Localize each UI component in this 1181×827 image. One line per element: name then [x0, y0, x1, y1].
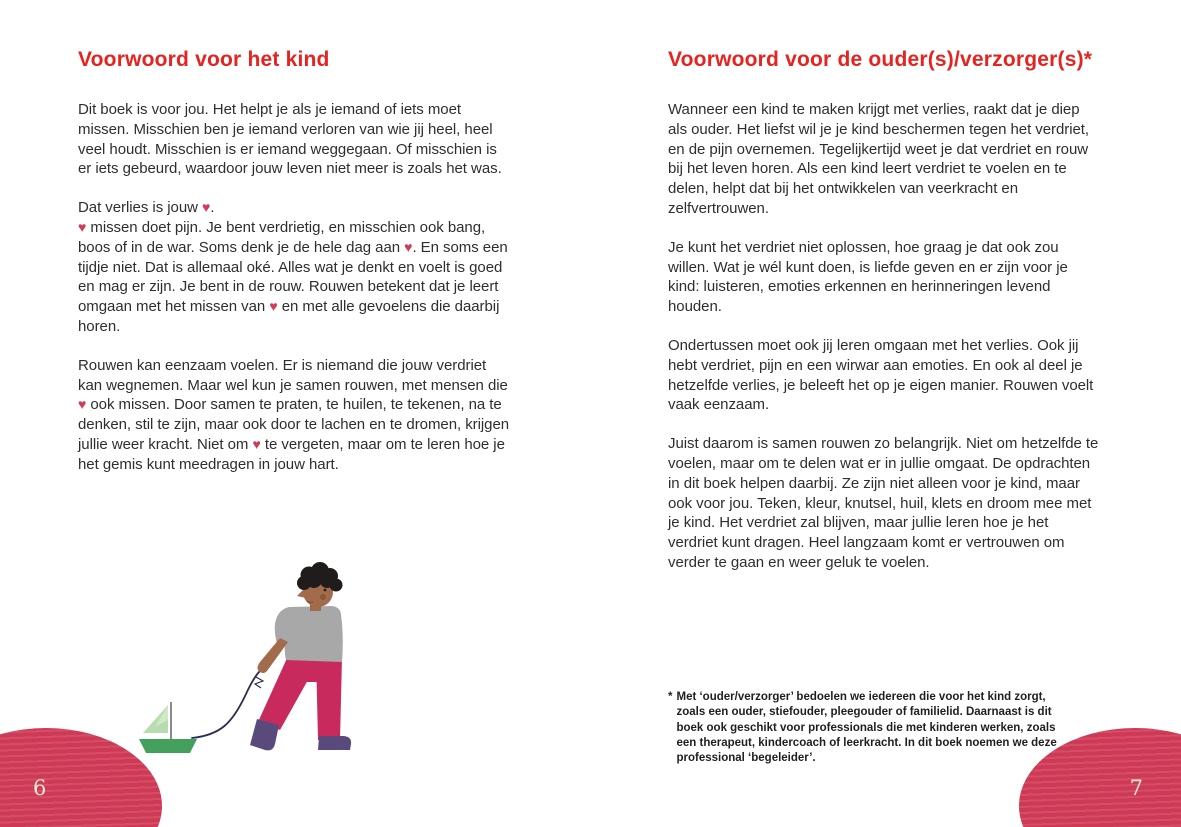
paragraph: Dat verlies is jouw ♥. ♥ missen doet pijn. Je bent verdrietig, en misschien ook bang, boos of in de war. Soms denk je de hele dag aan ♥. En soms een tijdje niet. Dat is allemaal oké. Alles wat je denkt en voelt is goed en mag er zijn. Je bent in de rouw. Rouwen betekent dat je leert omgaan met het missen van ♥ en met alle gevoelens die daarbij horen. — [78, 199, 508, 335]
page-left-body — [78, 100, 510, 475]
heart-icon: ♥ — [202, 199, 211, 216]
boat-hull — [139, 739, 197, 753]
child-hand — [258, 664, 267, 673]
child-eye — [324, 589, 327, 592]
heart-icon: ♥ — [78, 396, 87, 413]
paragraph: Rouwen kan eenzaam voelen. Er is niemand die jouw verdriet kan wegnemen. Maar wel kun je samen rouwen, met mensen die ♥ ook missen. Door samen te praten, te huilen, te tekenen, na te denken, stil te zijn, maar ook door te lachen en te dromen, krijgen jullie weer kracht. Niet om ♥ te vergeten, maar om te leren hoe je het gemis kunt meedragen in jouw hart. — [78, 356, 510, 473]
paragraph: Ondertussen moet ook jij leren omgaan met het verlies. Ook jij hebt verdriet, pijn en een wirwar aan emoties. En ook al deel je hetzelfde verlies, je beleeft het op je eigen manier. Rouwen voelt vaak eenzaam. — [668, 336, 1094, 414]
page-number-left: 6 — [33, 776, 47, 800]
toy-sailboat — [139, 702, 197, 753]
heart-icon: ♥ — [269, 298, 278, 315]
paragraph: Juist daarom is samen rouwen zo belangrijk. Niet om hetzelfde te voelen, maar om te delen wat er in jullie omgaat. De opdrachten in dit boek helpen daarbij. Ze zijn niet alleen voor je kind, maar ook voor jou. Teken, kleur, knutsel, huil, klets en droom mee met je kind. Het verdriet zal blijven, maar jullie leren hoe je het verdriet kunt dragen. Heel langzaam komt er vertrouwen om verder te gaan en weer geluk te voelen. — [668, 435, 1099, 571]
boat-string — [192, 669, 262, 738]
string-knot — [255, 677, 263, 688]
page-right-body — [668, 100, 1100, 573]
child-shirt — [275, 606, 343, 662]
page-right — [668, 48, 1100, 592]
paragraph: Wanneer een kind te maken krijgt met verlies, raakt dat je diep als ouder. Het liefst wil je je kind beschermen tegen het verdriet, en de pijn overnemen. Tegelijkertijd weet je dat verdriet en rouw bij het leven horen. Als een kind leert verdriet te voelen en te delen, helpt dat bij het ontwikkelen van veerkracht en zelfvertrouwen. — [668, 101, 1090, 217]
page-left-heading: Voorwoord voor het kind — [78, 48, 330, 71]
child-pulling-boat-illustration — [128, 556, 378, 766]
heart-icon: ♥ — [252, 435, 261, 452]
heart-icon: ♥ — [404, 238, 413, 255]
footnote-text: Met ‘ouder/verzorger’ bedoelen we iedereen die voor het kind zorgt, zoals een ouder, stiefouder, pleegouder of familielid. Daarnaast is dit boek ook geschikt voor professionals die met kinderen werken, zoals een therapeut, kindercoach of leerkracht. In dit boek noemen we deze professional ‘begeleider’. — [676, 691, 1057, 765]
heart-icon: ♥ — [78, 218, 87, 235]
footnote-marker: * — [668, 691, 673, 703]
paragraph: Dit boek is voor jou. Het helpt je als je iemand of iets moet missen. Misschien ben je iemand verloren van wie jij heel, heel veel houdt. Misschien is er iemand weggegaan. Of misschien is er iets gebeurd, waardoor jouw leven niet meer is zoals het was. — [78, 101, 502, 178]
page-right-heading: Voorwoord voor de ouder(s)/verzorger(s)* — [668, 48, 1093, 71]
boat-mast — [170, 702, 172, 740]
paragraph: Je kunt het verdriet niet oplossen, hoe graag je dat ook zou willen. Wat je wél kunt doen, is liefde geven en er zijn voor je kind: luisteren, emoties erkennen en herinneringen levend houden. — [668, 238, 1068, 316]
child-ear — [320, 594, 326, 600]
page-number-right: 7 — [1129, 776, 1143, 800]
footnote — [668, 690, 1063, 766]
walking-child — [250, 562, 351, 750]
page-left — [78, 48, 510, 494]
